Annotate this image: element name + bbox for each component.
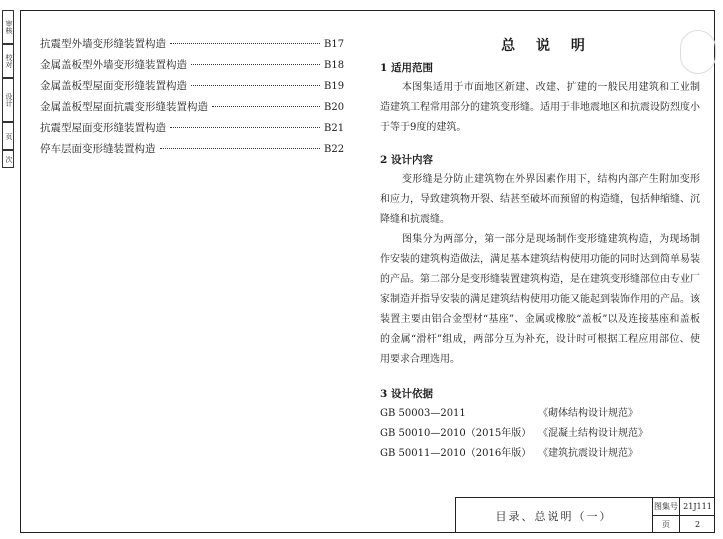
strip-cell-page: 页 <box>2 122 14 150</box>
page-number-value: 2 <box>694 520 701 529</box>
toc-entry-page: B22 <box>324 144 345 155</box>
standard-name: 《混凝土结构设计规范》 <box>538 428 648 439</box>
toc-entry-title: 抗震型外墙变形缝装置构造 <box>40 38 166 50</box>
design-content-paragraph-2: 图集分为两部分，第一部分是现场制作变形缝建筑构造，为现场制作安装的建筑构造做法，满足基本建筑结构使用功能的同时达到简单易装的产品。第二部分是变形缝装置建筑构造，是在建筑变形缝部位由专业厂家制造并指导安装的满足建筑结构使用功能又能起到装饰作用的产品。该装置主要由铝合金型材“基座”、金属或橡胶“盖板”以及连接基座和盖板的金属“滑杆”组成，两部分互为补充，设计时可根据工程应用部位、使用要求合理选用。 <box>380 234 700 365</box>
section-heading-design-basis: 3 设计依据 <box>380 388 433 400</box>
toc-leader-dots <box>170 43 320 44</box>
toc-entry[interactable] <box>40 57 350 78</box>
toc-leader-dots <box>191 85 320 86</box>
toc-entry-page: B17 <box>324 39 345 50</box>
standard-code: GB 50003—2011 <box>380 408 466 419</box>
page-number-row <box>653 515 715 533</box>
design-content-paragraph-1: 变形缝是分防止建筑物在外界因素作用下，结构内部产生附加变形和应力，导致建筑物开裂、结甚至破坏而预留的构造缝，包括伸缩缝、沉降缝和抗震缝。 <box>380 174 700 225</box>
toc-entry-page: B20 <box>324 102 345 113</box>
standard-code: GB 50010—2010（2015年版） <box>380 428 532 439</box>
toc-entry[interactable] <box>40 141 350 162</box>
title-block <box>455 497 715 533</box>
standard-name: 《砌体结构设计规范》 <box>538 408 638 419</box>
strip-cell-sequence: 次 <box>2 150 14 168</box>
toc-entry-title: 金属盖板型屋面抗震变形缝装置构造 <box>40 101 208 113</box>
page-number-label: 页 <box>653 516 680 533</box>
toc-entry[interactable] <box>40 99 350 120</box>
binding-margin-strip <box>2 10 16 170</box>
atlas-number-label: 图集号 <box>653 498 680 515</box>
toc-entry[interactable] <box>40 78 350 99</box>
strip-cell-review: 审核 <box>2 10 14 44</box>
sheet-title: 目录、总说明（一） <box>456 498 653 533</box>
toc-leader-dots <box>160 148 321 149</box>
table-of-contents <box>40 36 350 162</box>
strip-cell-design: 设计 <box>2 78 14 122</box>
toc-leader-dots <box>170 127 320 128</box>
toc-entry-page: B21 <box>324 123 345 134</box>
atlas-number-row <box>653 498 715 515</box>
section-heading-design-content: 2 设计内容 <box>380 154 433 166</box>
toc-entry[interactable] <box>40 36 350 57</box>
toc-entry-title: 金属盖板型外墙变形缝装置构造 <box>40 59 187 71</box>
section-heading-scope: 1 适用范围 <box>380 62 433 74</box>
toc-leader-dots <box>191 64 320 65</box>
toc-entry-page: B18 <box>324 60 345 71</box>
toc-entry[interactable] <box>40 120 350 141</box>
standard-code: GB 50011—2010（2016年版） <box>380 448 532 459</box>
basis-row <box>380 424 700 444</box>
general-notes <box>380 36 700 464</box>
toc-entry-title: 停车层面变形缝装置构造 <box>40 143 156 155</box>
standard-name: 《建筑抗震设计规范》 <box>538 448 638 459</box>
scope-paragraph: 本图集适用于市面地区新建、改建、扩建的一般民用建筑和工业制造建筑工程常用部分的建筑变形缝。适用于非地震地区和抗震设防烈度小于等于9度的建筑。 <box>380 82 700 133</box>
toc-entry-title: 抗震型屋面变形缝装置构造 <box>40 122 166 134</box>
title-block-meta <box>653 498 715 533</box>
toc-entry-page: B19 <box>324 81 345 92</box>
basis-row <box>380 404 700 424</box>
basis-row <box>380 444 700 464</box>
strip-cell-proofread: 校对 <box>2 44 14 78</box>
toc-entry-title: 金属盖板型屋面变形缝装置构造 <box>40 80 187 92</box>
toc-leader-dots <box>212 106 320 107</box>
notes-title: 总 说 明 <box>501 38 593 54</box>
atlas-number-value: 21J111 <box>683 502 712 511</box>
